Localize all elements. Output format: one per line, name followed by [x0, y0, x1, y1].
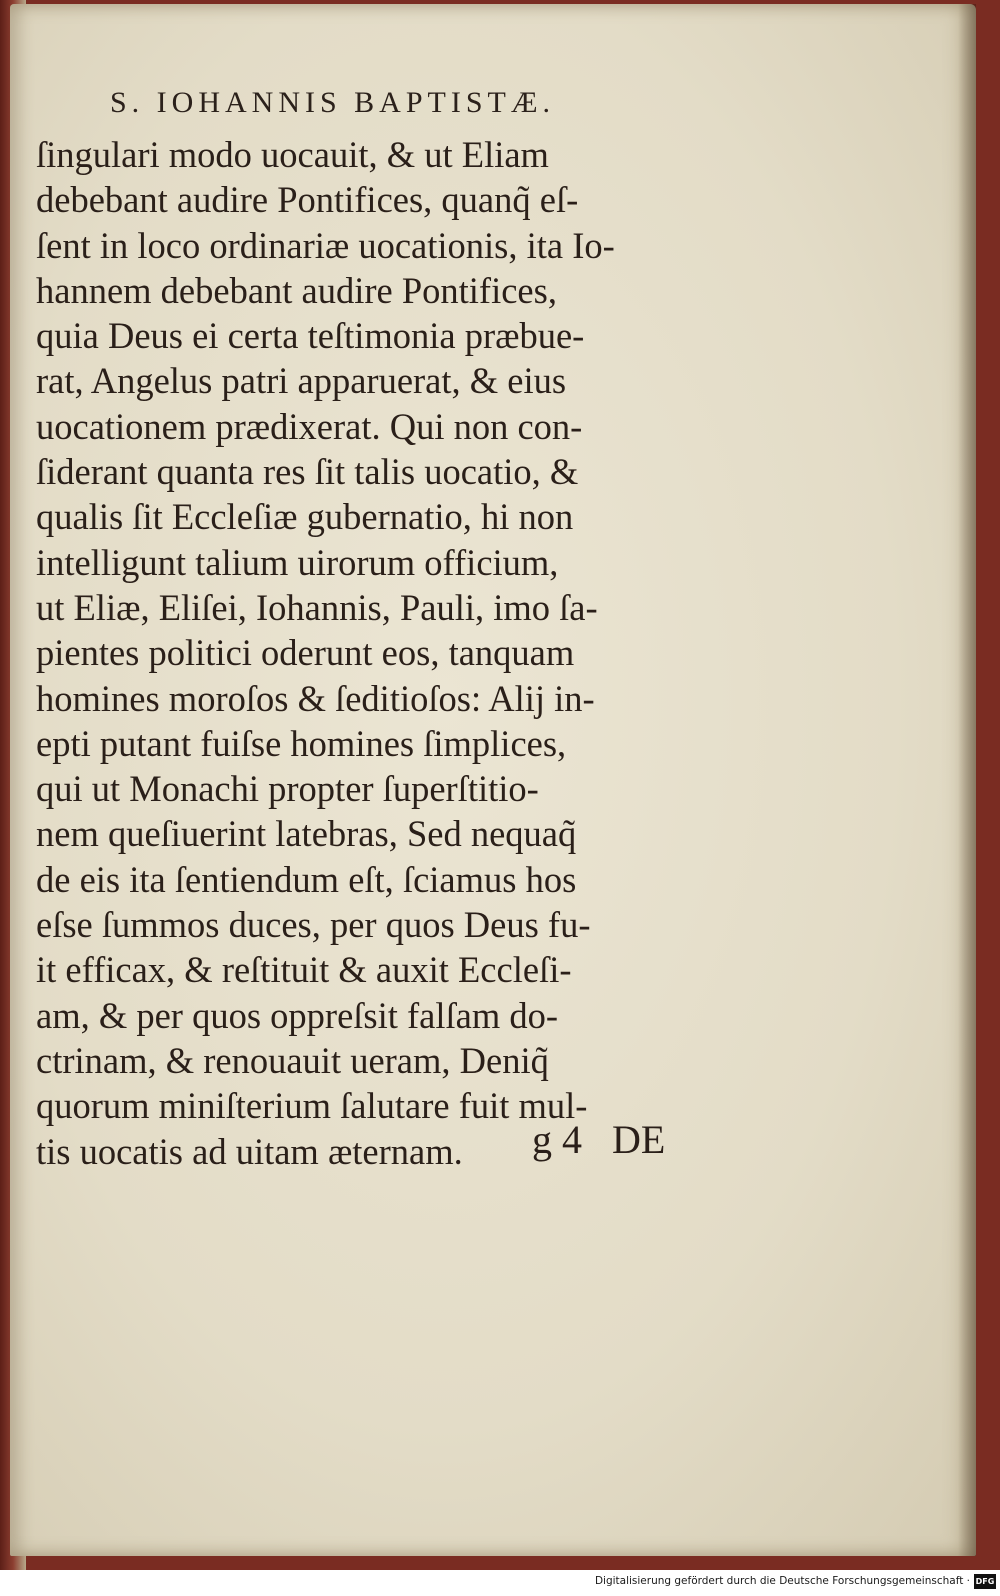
text-line: ctrinam, & renouauit ueram, Deniq̃	[36, 1039, 549, 1081]
text-line: nem queſiuerint latebras, Sed nequaq̃	[36, 813, 577, 855]
catchline	[532, 1116, 732, 1163]
text-line: pientes politici oderunt eos, tanquam	[36, 632, 575, 674]
text-line: ut Eliæ, Eliſei, Iohannis, Pauli, imo ſa-	[36, 586, 598, 628]
text-line: ſingulari modo uocauit, & ut Eliam	[36, 134, 549, 175]
page-edge-shadow	[958, 4, 976, 1556]
text-line: debebant audire Pontifices, quanq̃ eſ-	[36, 179, 579, 221]
digitization-credit: Digitalisierung gefördert durch die Deutsche Forschungsgemeinschaft ·	[594, 1575, 970, 1587]
text-line: intelligunt talium uirorum officium,	[36, 541, 559, 583]
text-line: ſent in loco ordinariæ uocationis, ita Io-	[36, 224, 615, 266]
text-line: uocationem prædixerat. Qui non con-	[36, 405, 583, 447]
dfg-logo: DFG	[974, 1574, 996, 1589]
catchword: DE	[612, 1117, 666, 1162]
text-line: quia Deus ei certa teſtimonia præbue-	[36, 315, 585, 357]
text-line: it efficax, & reſtituit & auxit Eccleſi-	[36, 949, 572, 991]
text-line: homines moroſos & ſeditioſos: Alij in-	[36, 677, 595, 719]
text-line: rat, Angelus patri apparuerat, & eius	[36, 360, 567, 402]
text-line: epti putant fuiſse homines ſimplices,	[36, 722, 567, 764]
text-line: tis uocatis ad uitam æternam.	[36, 1130, 463, 1172]
text-line: eſse ſummos duces, per quos Deus fu-	[36, 904, 591, 946]
running-head: S. IOHANNIS BAPTISTÆ.	[110, 86, 556, 119]
text-line: de eis ita ſentiendum eſt, ſciamus hos	[36, 858, 577, 900]
body-text	[36, 132, 726, 1174]
book-page	[10, 4, 976, 1556]
text-line: am, & per quos oppreſsit falſam do-	[36, 994, 559, 1036]
text-line: ſiderant quanta res ſit talis uocatio, &	[36, 451, 579, 493]
footer-bar	[0, 1570, 1000, 1596]
text-line: quorum miniſterium ſalutare fuit mul-	[36, 1085, 588, 1127]
signature-mark: g 4	[532, 1117, 582, 1162]
text-line: qui ut Monachi propter ſuperſtitio-	[36, 768, 539, 810]
text-line: hannem debebant audire Pontifices,	[36, 269, 557, 311]
text-line: qualis ſit Eccleſiæ gubernatio, hi non	[36, 496, 574, 538]
